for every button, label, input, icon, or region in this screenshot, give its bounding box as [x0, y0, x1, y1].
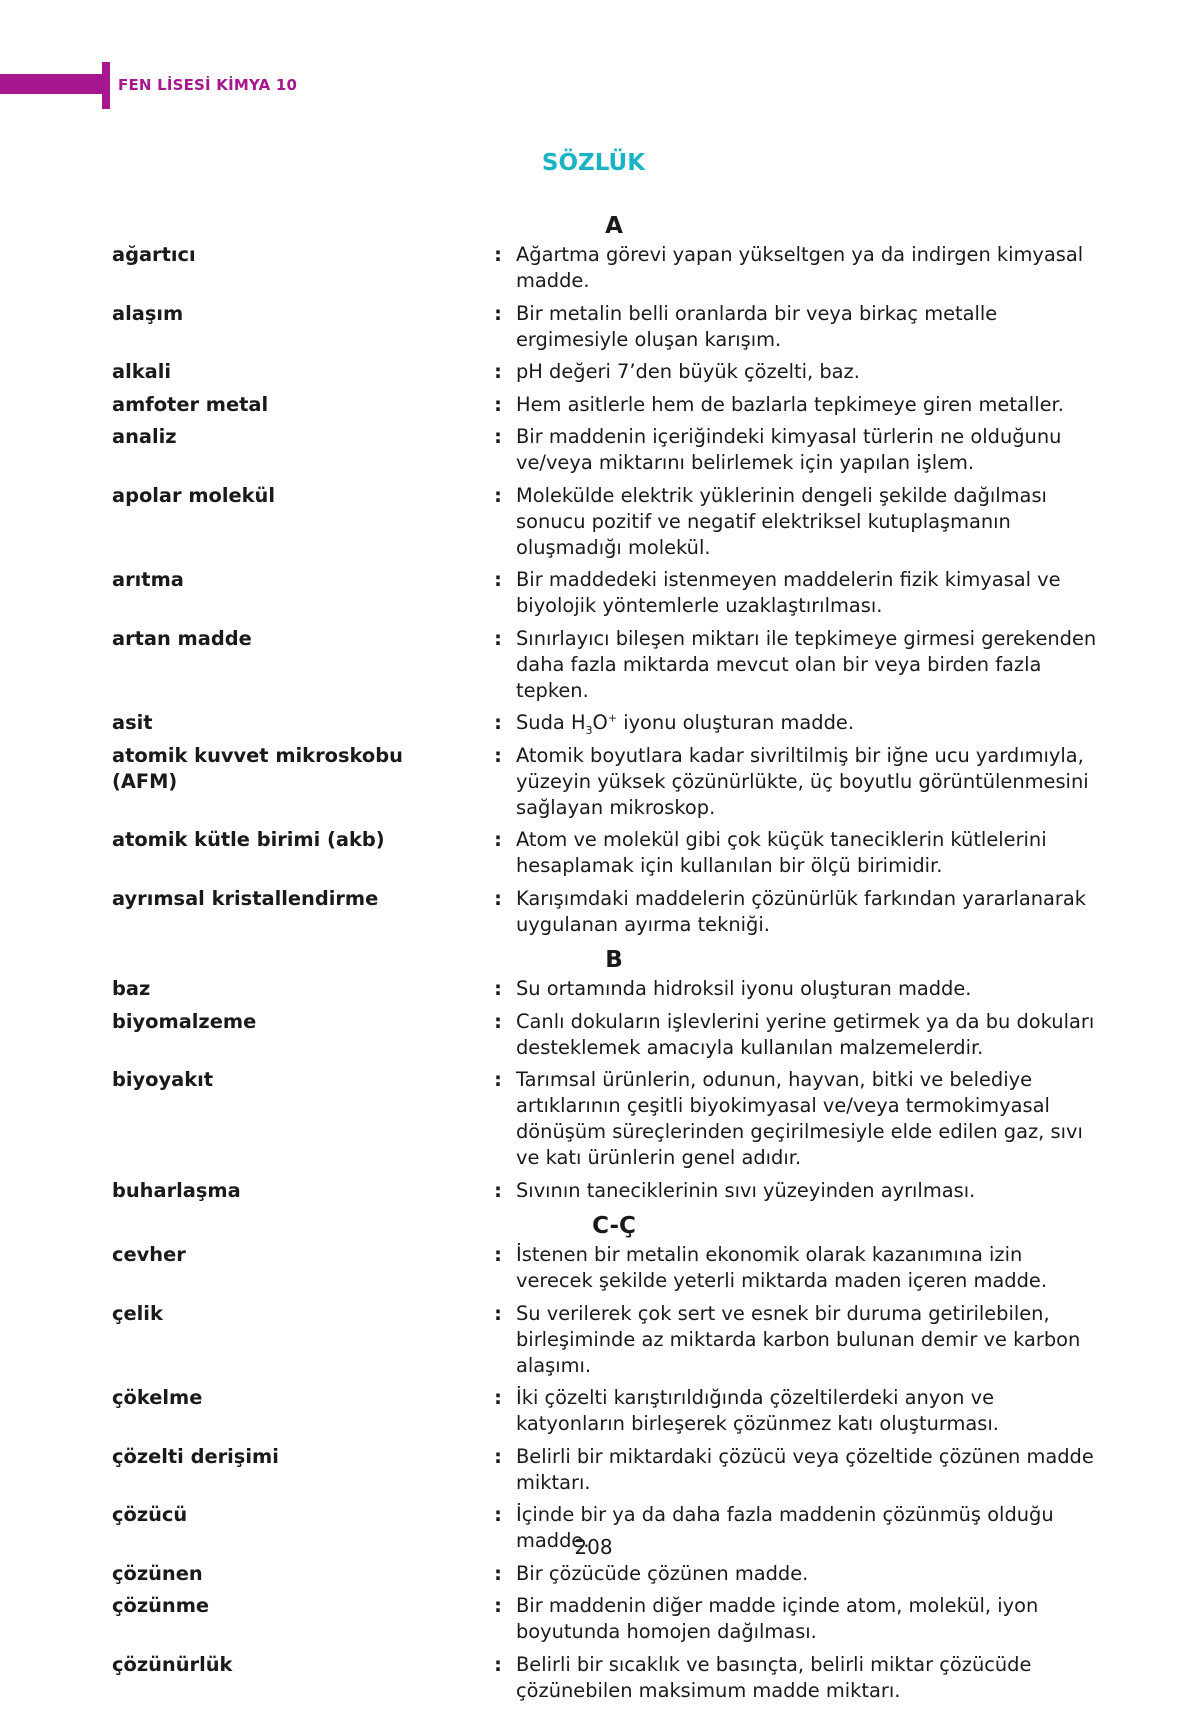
- glossary-entry: [112, 242, 1102, 294]
- glossary-definition: Bir maddenin diğer madde içinde atom, molekül, iyon boyutunda homojen dağılması.: [516, 1594, 1039, 1643]
- term-separator: :: [494, 1444, 502, 1468]
- glossary-entry: [112, 301, 1102, 353]
- glossary-entry: [112, 424, 1102, 476]
- term-separator: :: [494, 425, 502, 448]
- formula-part-mid: O: [592, 711, 608, 734]
- section-letter: B: [605, 947, 623, 973]
- glossary-term: çözünürlük: [112, 1652, 233, 1676]
- glossary-definition: Sıvının taneciklerinin sıvı yüzeyinden ayrılması.: [516, 1178, 976, 1202]
- header-accent-tick: [102, 62, 110, 109]
- glossary-term: çözünme: [112, 1594, 210, 1617]
- glossary-entry: [112, 1385, 1102, 1437]
- page-title: SÖZLÜK: [541, 150, 646, 176]
- glossary-definition: pH değeri 7’den büyük çözelti, baz.: [516, 360, 860, 383]
- term-separator: :: [494, 1594, 502, 1617]
- term-separator: :: [494, 568, 502, 591]
- section-letter: A: [605, 213, 623, 239]
- glossary-definition: İstenen bir metalin ekonomik olarak kazanımına izin verecek şekilde yeterli miktarda maden içeren madde.: [516, 1243, 1047, 1292]
- glossary-entry: [112, 1009, 1102, 1061]
- term-separator: :: [494, 743, 502, 767]
- glossary-term: biyomalzeme: [112, 1009, 257, 1033]
- glossary-definition: Sınırlayıcı bileşen miktarı ile tepkimeye girmesi gerekenden daha fazla miktarda mevcut olan bir veya birden fazla tepken.: [516, 626, 1097, 702]
- glossary-definition: Molekülde elektrik yüklerinin dengeli şekilde dağılması sonucu pozitif ve negatif elektriksel kutuplaşmanın oluşmadığı molekül.: [516, 483, 1047, 559]
- glossary-term: çözücü: [112, 1503, 188, 1526]
- glossary-definition: Ağartma görevi yapan yükseltgen ya da indirgen kimyasal madde.: [516, 243, 1084, 292]
- glossary-definition: İçinde bir ya da daha fazla maddenin çözünmüş olduğu madde.: [516, 1503, 1054, 1552]
- glossary-entry: [112, 1561, 1102, 1587]
- glossary-definition: Atom ve molekül gibi çok küçük taneciklerin kütlelerini hesaplamak için kullanılan bir ölçü birimidir.: [516, 828, 1047, 877]
- glossary-entry: [112, 886, 1102, 938]
- glossary-entry: [112, 1301, 1102, 1379]
- glossary-definition: Canlı dokuların işlevlerini yerine getirmek ya da bu dokuları desteklemek amacıyla kullanılan malzemelerdir.: [516, 1009, 1095, 1059]
- term-separator: :: [494, 360, 502, 383]
- glossary-term: artan madde: [112, 626, 252, 650]
- glossary-term: apolar molekül: [112, 483, 276, 507]
- term-separator: :: [494, 1561, 502, 1585]
- glossary-term: çözelti derişimi: [112, 1444, 279, 1468]
- glossary-term: ağartıcı: [112, 243, 196, 266]
- glossary-term: asit: [112, 711, 153, 734]
- glossary-term: buharlaşma: [112, 1178, 241, 1202]
- term-separator: :: [494, 392, 502, 416]
- term-separator: :: [494, 626, 502, 650]
- glossary-term: çelik: [112, 1301, 163, 1325]
- glossary-entry: [112, 1593, 1102, 1645]
- page-number: 208: [574, 1535, 613, 1559]
- glossary-entry: [112, 1178, 1102, 1204]
- term-separator: :: [494, 711, 502, 734]
- glossary-definition: [516, 710, 1102, 736]
- glossary-definition: Bir çözücüde çözünen madde.: [516, 1561, 809, 1585]
- header-accent-bar: [0, 74, 108, 94]
- glossary-term: alaşım: [112, 301, 184, 325]
- glossary-definition: Su verilerek çok sert ve esnek bir duruma getirilebilen, birleşiminde az miktarda karbon bulunan demir ve karbon alaşımı.: [516, 1301, 1081, 1377]
- term-separator: :: [494, 828, 502, 851]
- glossary-term: analiz: [112, 425, 177, 448]
- glossary-definition: İki çözelti karıştırıldığında çözeltilerdeki anyon ve katyonların birleşerek çözünmez katı oluşturması.: [516, 1386, 999, 1435]
- glossary-entry: [112, 1652, 1102, 1704]
- glossary-term: çözünen: [112, 1561, 203, 1585]
- term-separator: :: [494, 483, 502, 507]
- section-letter: C-Ç: [592, 1213, 636, 1239]
- glossary-definition: Tarımsal ürünlerin, odunun, hayvan, bitki ve belediye artıklarının çeşitli biyokimyasal ve/veya termokimyasal dönüşüm süreçlerinden geçirilmesiyle elde edilen gaz, sıvı ve katı ürünlerin genel adıdır.: [516, 1068, 1083, 1169]
- glossary-definition: Belirli bir sıcaklık ve basınçta, belirli miktar çözücüde çözünebilen maksimum madde miktarı.: [516, 1652, 1032, 1702]
- glossary-entry: [112, 1242, 1102, 1294]
- glossary-entry: [112, 976, 1102, 1002]
- term-separator: :: [494, 1009, 502, 1033]
- formula-part-sub: 3: [585, 723, 593, 737]
- formula-part-pre: Suda H: [516, 711, 586, 734]
- glossary-entry: [112, 483, 1102, 561]
- term-separator: :: [494, 1652, 502, 1676]
- glossary-term: cevher: [112, 1243, 186, 1266]
- glossary-term: atomik kuvvet mikroskobu (AFM): [112, 743, 403, 793]
- term-separator: :: [494, 243, 502, 266]
- glossary-term: çökelme: [112, 1386, 203, 1409]
- term-separator: :: [494, 1386, 502, 1409]
- glossary-entry: [112, 359, 1102, 385]
- glossary-definition: Su ortamında hidroksil iyonu oluşturan madde.: [516, 977, 972, 1000]
- book-title: FEN LİSESİ KİMYA 10: [118, 76, 298, 94]
- glossary-entry: [112, 1444, 1102, 1496]
- term-separator: :: [494, 1301, 502, 1325]
- glossary-entry: [112, 710, 1102, 736]
- glossary-definition: Atomik boyutlara kadar sivriltilmiş bir iğne ucu yardımıyla, yüzeyin yüksek çözünürlükte, üç boyutlu görüntülenmesini sağlayan mikroskop.: [516, 743, 1089, 819]
- glossary-term: atomik kütle birimi (akb): [112, 828, 385, 851]
- glossary: [112, 210, 1102, 1710]
- term-separator: :: [494, 1503, 502, 1526]
- glossary-definition: Karışımdaki maddelerin çözünürlük farkından yararlanarak uygulanan ayırma tekniği.: [516, 886, 1086, 936]
- glossary-term: arıtma: [112, 568, 184, 591]
- term-separator: :: [494, 1243, 502, 1266]
- glossary-term: ayrımsal kristallendirme: [112, 886, 379, 910]
- term-separator: :: [494, 301, 502, 325]
- glossary-entry: [112, 626, 1102, 704]
- glossary-definition: Bir metalin belli oranlarda bir veya birkaç metalle ergimesiyle oluşan karışım.: [516, 301, 998, 351]
- glossary-entry: [112, 743, 1102, 821]
- glossary-definition: Bir maddenin içeriğindeki kimyasal türlerin ne olduğunu ve/veya miktarını belirlemek için yapılan işlem.: [516, 425, 1062, 474]
- glossary-term: alkali: [112, 360, 172, 383]
- glossary-entry: [112, 567, 1102, 619]
- glossary-term: biyoyakıt: [112, 1068, 214, 1091]
- glossary-definition: Hem asitlerle hem de bazlarla tepkimeye giren metaller.: [516, 392, 1064, 416]
- term-separator: :: [494, 977, 502, 1000]
- glossary-term: baz: [112, 977, 151, 1000]
- glossary-definition: Bir maddedeki istenmeyen maddelerin fizik kimyasal ve biyolojik yöntemlerle uzaklaştırılması.: [516, 568, 1061, 617]
- formula-part-sup: +: [607, 711, 618, 725]
- term-separator: :: [494, 886, 502, 910]
- term-separator: :: [494, 1178, 502, 1202]
- glossary-definition: Belirli bir miktardaki çözücü veya çözeltide çözünen madde miktarı.: [516, 1444, 1094, 1494]
- glossary-entry: [112, 392, 1102, 418]
- formula-part-post: iyonu oluşturan madde.: [617, 711, 854, 734]
- glossary-entry: [112, 1067, 1102, 1171]
- glossary-entry: [112, 827, 1102, 879]
- glossary-term: amfoter metal: [112, 392, 269, 416]
- term-separator: :: [494, 1068, 502, 1091]
